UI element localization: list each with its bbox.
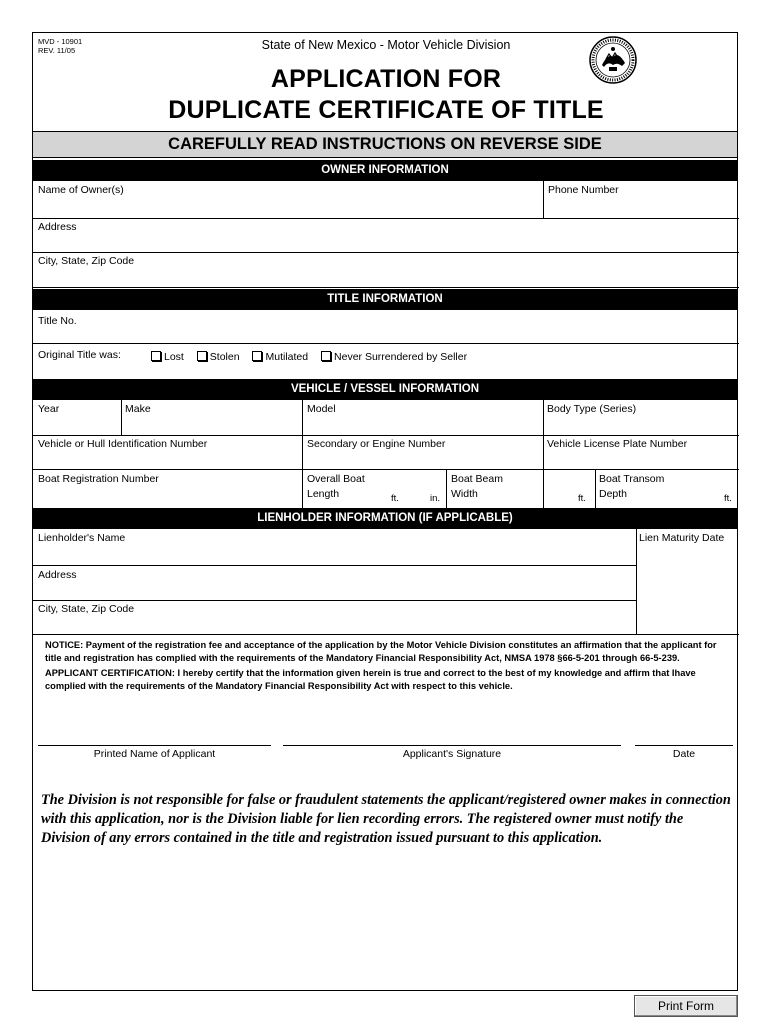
phone-number-label: Phone Number [548,184,619,196]
option-lost[interactable] [151,351,184,363]
mutilated-checkbox[interactable] [252,351,262,361]
notice-block [45,639,735,695]
divider [33,565,637,566]
signature-line[interactable] [283,745,621,746]
divider [595,469,596,508]
owner-address-label: Address [38,221,77,233]
date-line[interactable] [635,745,733,746]
lost-checkbox[interactable] [151,351,161,361]
title-section-header: TITLE INFORMATION [33,289,737,310]
depth-ft-unit: ft. [724,493,732,504]
length-in-unit: in. [430,493,441,504]
never-surrendered-checkbox[interactable] [321,351,331,361]
transom-label: Boat Transom [599,473,665,485]
option-never-surrendered[interactable] [321,351,467,363]
option-mutilated[interactable] [252,351,308,363]
original-title-options [151,351,477,363]
lienholder-city-label: City, State, Zip Code [38,603,135,615]
agency-name: State of New Mexico - Motor Vehicle Division [261,38,511,52]
signature-label: Applicant's Signature [402,748,502,760]
lost-label: Lost [164,351,184,363]
body-type-label: Body Type (Series) [547,403,637,415]
option-stolen[interactable] [197,351,240,363]
vehicle-section-header: VEHICLE / VESSEL INFORMATION [33,379,737,400]
divider [543,400,544,508]
stolen-checkbox[interactable] [197,351,207,361]
depth-label: Depth [599,488,628,500]
divider [121,400,122,436]
title-application-form [32,32,738,991]
divider [302,400,303,508]
divider [33,435,739,436]
owner-city-label: City, State, Zip Code [38,255,135,267]
year-label: Year [38,403,60,415]
model-label: Model [307,403,336,415]
title-number-label: Title No. [38,315,77,327]
lienholder-section-header: LIENHOLDER INFORMATION (IF APPLICABLE) [33,508,737,529]
divider [33,634,739,635]
divider [33,469,739,470]
license-plate-label: Vehicle License Plate Number [547,438,688,450]
lienholder-address-label: Address [38,569,77,581]
divider [543,181,544,219]
owner-name-label: Name of Owner(s) [38,184,124,196]
divider [33,218,739,219]
mutilated-label: Mutilated [265,351,309,363]
date-label: Date [672,748,696,760]
engine-number-label: Secondary or Engine Number [307,438,446,450]
boat-registration-label: Boat Registration Number [38,473,159,485]
divider [33,600,637,601]
original-title-label: Original Title was: [38,349,121,361]
print-form-button[interactable]: Print Form [634,995,738,1017]
divider [33,287,739,288]
lienholder-name-label: Lienholder's Name [38,532,126,544]
applicant-certification: APPLICANT CERTIFICATION: I hereby certify that the information given herein is true and correct to the best of my knowledge and affirm that Ihave complied with the requirements of the Mandatory Financial Responsibility Act with respect to this vehicle. [45,668,696,691]
width-label: Width [451,488,478,500]
stolen-label: Stolen [209,351,240,363]
lien-maturity-label: Lien Maturity Date [639,532,725,544]
make-label: Make [125,403,151,415]
disclaimer-text: The Division is not responsible for false or fraudulent statements the applicant/registered owner makes in connection with this application, nor is the Division liable for lien recording errors. The registered owner must notify the Division of any errors contained in the title and registration issued pursuant to this application. [41,792,731,846]
notice-text: NOTICE: Payment of the registration fee and acceptance of the application by the Motor Vehicle Division constitutes an affirmation that the applicant for title and registration has complied with the requirements of the Mandatory Financial Responsibility Act, NMSA 1978 §66-5-201 through 66-5-239. [45,640,717,663]
divider [446,469,447,508]
printed-name-line[interactable] [38,745,271,746]
never-surrendered-label: Never Surrendered by Seller [334,351,468,363]
printed-name-label: Printed Name of Applicant [93,748,216,760]
overall-length-label: Overall Boat [307,473,365,485]
form-number: MVD - 10901 [38,37,83,46]
form-revision: REV. 11/05 [38,46,76,55]
instructions-banner: CAREFULLY READ INSTRUCTIONS ON REVERSE SIDE [33,131,737,158]
beam-label: Boat Beam [451,473,503,485]
width-ft-unit: ft. [578,493,586,504]
divider [33,252,739,253]
divider [636,529,637,635]
form-title-line2: DUPLICATE CERTIFICATE OF TITLE [168,96,604,124]
length-ft-unit: ft. [391,493,399,504]
length-label: Length [307,488,340,500]
divider [33,343,739,344]
form-title-line1: APPLICATION FOR [270,65,502,93]
vin-label: Vehicle or Hull Identification Number [38,438,208,450]
owner-section-header: OWNER INFORMATION [33,160,737,181]
